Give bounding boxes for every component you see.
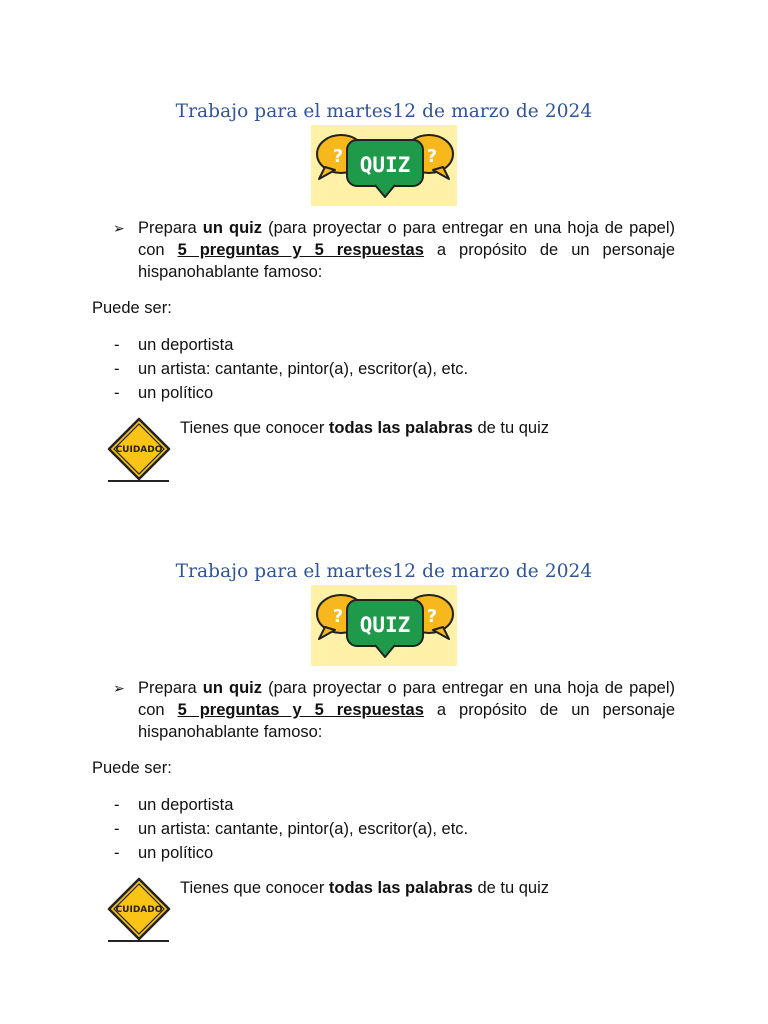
list-item-text: un deportista — [138, 796, 234, 814]
warning-text-1: Tienes que conocer — [180, 879, 329, 897]
quiz-illustration — [311, 125, 457, 206]
quiz-label: QUIZ — [359, 613, 411, 637]
task-text-2: (para proyectar o para entregar en una hoja de papel) con — [138, 219, 675, 259]
warning-text — [180, 877, 549, 899]
list-item-text: un deportista — [138, 336, 234, 354]
puede-ser-label: Puede ser: — [92, 759, 172, 777]
dash-bullet: - — [114, 796, 120, 814]
assignment-title: Trabajo para el martes12 de marzo de 2024 — [175, 561, 593, 582]
task-text-1: Prepara — [138, 679, 203, 697]
warning-text-bold: todas las palabras — [328, 419, 473, 437]
assignment-section-1 — [0, 101, 768, 521]
cuidado-text: CUIDADO — [115, 445, 163, 455]
dash-bullet: - — [114, 384, 120, 402]
cuidado-warning-sign-icon — [106, 417, 172, 483]
puede-ser-label: Puede ser: — [92, 299, 172, 317]
task-text-2: (para proyectar o para entregar en una hoja de papel) con — [138, 679, 675, 719]
task-text-underlined: 5 preguntas y 5 respuestas — [177, 241, 424, 259]
warning-text-2: de tu quiz — [472, 419, 550, 437]
dash-bullet: - — [114, 360, 120, 378]
cuidado-warning-sign-icon — [106, 877, 172, 943]
question-mark-left: ? — [332, 606, 344, 627]
task-text-bold: un quiz — [202, 219, 263, 237]
assignment-title: Trabajo para el martes12 de marzo de 2024 — [175, 101, 593, 122]
task-text-bold: un quiz — [202, 679, 263, 697]
dash-bullet: - — [114, 844, 120, 862]
list-item-text: un político — [138, 384, 214, 402]
task-paragraph — [138, 217, 675, 283]
question-mark-right: ? — [426, 606, 438, 627]
list-item-text: un político — [138, 844, 214, 862]
task-paragraph — [138, 677, 675, 743]
task-text-1: Prepara — [138, 219, 203, 237]
task-text-underlined: 5 preguntas y 5 respuestas — [177, 701, 424, 719]
quiz-illustration — [311, 585, 457, 666]
question-mark-left: ? — [332, 146, 344, 167]
cuidado-text: CUIDADO — [115, 905, 163, 915]
task-text-3: a propósito de un personaje hispanohablante famoso: — [138, 701, 676, 741]
dash-bullet: - — [114, 336, 120, 354]
assignment-section-2 — [0, 561, 768, 981]
quiz-label: QUIZ — [359, 153, 411, 177]
list-item-text: un artista: cantante, pintor(a), escritor(a), etc. — [138, 820, 469, 838]
warning-text — [180, 417, 549, 439]
dash-bullet: - — [114, 820, 120, 838]
list-item-text: un artista: cantante, pintor(a), escritor(a), etc. — [138, 360, 469, 378]
question-mark-right: ? — [426, 146, 438, 167]
task-text-3: a propósito de un personaje hispanohablante famoso: — [138, 241, 676, 281]
warning-text-2: de tu quiz — [472, 879, 550, 897]
arrow-bullet-icon: ➢ — [113, 220, 125, 236]
warning-text-bold: todas las palabras — [328, 879, 473, 897]
warning-text-1: Tienes que conocer — [180, 419, 329, 437]
arrow-bullet-icon: ➢ — [113, 680, 125, 696]
